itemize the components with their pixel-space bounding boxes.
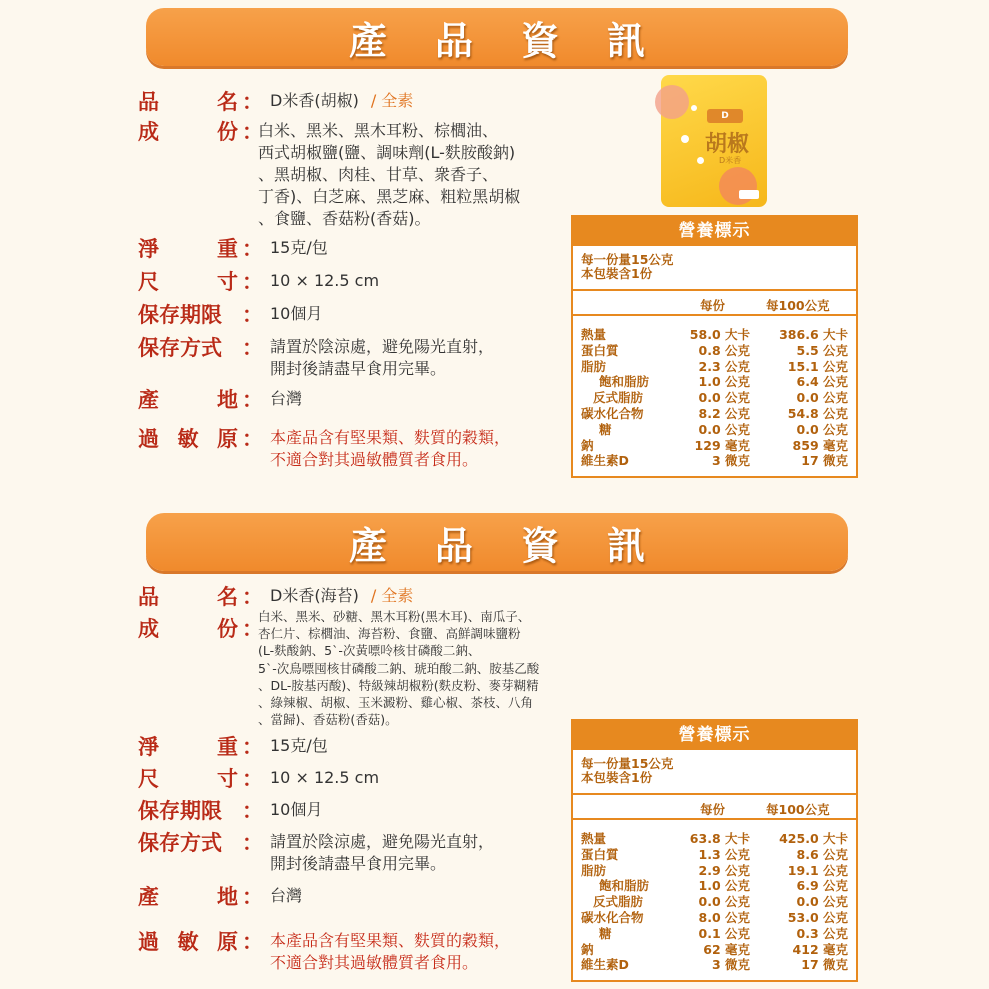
nutrition-row (573, 438, 856, 454)
nutrient-name: 鈉 (581, 941, 594, 957)
size-row: 尺 寸 ： 10 × 12.5 cm (138, 269, 380, 294)
nutrient-name: 反式脂肪 (593, 390, 644, 406)
nutrient-name: 脂肪 (581, 862, 607, 878)
brand-logo: D (707, 109, 743, 123)
nutrient-name: 反式脂肪 (593, 894, 644, 910)
nutrient-name: 維生素D (581, 453, 629, 469)
storage-row: 保存方式 ： 請置於陰涼處，避免陽光直射， 開封後請盡早食用完畢。 (138, 335, 495, 378)
size-row: 尺 寸 ： 10 × 12.5 cm (138, 766, 380, 791)
product-package-image: D 胡椒 D米香 (661, 75, 767, 207)
per-100g-value: 8.6 公克 (796, 846, 848, 862)
section-banner: 產品資訊 (146, 8, 848, 66)
veg-label: / 全素 (370, 586, 414, 605)
per-serving-value: 0.8 公克 (698, 342, 750, 358)
ingredients-row: 成 份 ： (138, 616, 263, 641)
per-100g-value: 386.6 大卡 (779, 327, 848, 342)
per-serving-value: 0.0 公克 (698, 421, 750, 437)
nutrition-row (573, 957, 856, 973)
product-name: D米香(海苔) (270, 586, 359, 605)
per-serving-value: 62 毫克 (703, 941, 750, 957)
nutrition-row (573, 327, 856, 343)
nutrition-rows (573, 831, 856, 973)
product-section-pepper (0, 0, 989, 494)
nutrient-name: 蛋白質 (581, 846, 619, 862)
product-name: D米香(胡椒) (270, 91, 359, 110)
nutrition-row (573, 863, 856, 879)
nutrition-row (573, 847, 856, 863)
per-serving-value: 63.8 大卡 (689, 831, 750, 846)
per-serving-value: 0.0 公克 (698, 390, 750, 406)
nutrition-row (573, 343, 856, 359)
per-serving-value: 3 微克 (711, 453, 750, 469)
per-100g-value: 0.3 公克 (796, 925, 848, 941)
per-100g-value: 6.9 公克 (796, 878, 848, 894)
nutrition-rows (573, 327, 856, 469)
per-100g-value: 0.0 公克 (796, 894, 848, 910)
weight-row: 淨 重 ： 15克/包 (138, 236, 328, 261)
per-serving-value: 1.0 公克 (698, 878, 750, 894)
per-100g-value: 5.5 公克 (796, 342, 848, 358)
nutrition-row (573, 942, 856, 958)
nutrient-name: 飽和脂肪 (599, 374, 650, 390)
nutrient-name: 糖 (599, 421, 612, 437)
nutrition-facts-table: 營養標示 每一份量15公克 本包裝含1份 每份 每100公克 熱量 58.0 大卡 386.6 大卡 蛋白質 0.8 公克 5.5 公克 脂肪 2.3 公克 15.1 公克 飽和脂肪 1.0 公克 6.4 公克 反式脂肪 0.0 公克 0.0 公克 碳水化合物 8.2 公克 54.8 公克 糖 0.0 公克 0.0 公克 鈉 129 毫克 859 毫克 維生素D 3 微克 17 微克 (571, 215, 858, 478)
nutrition-row (573, 831, 856, 847)
allergen-row: 過 敏 原 ： 本產品含有堅果類、麩質的穀類， 不適合對其過敏體質者食用。 (138, 929, 511, 972)
nutrition-row (573, 390, 856, 406)
nutrition-row (573, 910, 856, 926)
ingredients-text: 白米、黑米、黑木耳粉、棕櫚油、 西式胡椒鹽(鹽、調味劑(L-麩胺酸鈉) 、黑胡椒、肉桂、甘草、衆香子、 丁香)、白芝麻、黑芝麻、粗粒黑胡椒 、食鹽、香菇粉(香菇)。 (258, 121, 521, 228)
per-100g-value: 6.4 公克 (796, 374, 848, 390)
name-row: 品 名 ： D米香(胡椒) / 全素 (138, 89, 414, 114)
storage-row: 保存方式 ： 請置於陰涼處，避免陽光直射， 開封後請盡早食用完畢。 (138, 830, 495, 873)
per-serving-value: 2.3 公克 (698, 358, 750, 374)
per-serving-value: 1.0 公克 (698, 374, 750, 390)
per-100g-value: 0.0 公克 (796, 421, 848, 437)
shelf-life-row: 保存期限 ： 10個月 (138, 302, 323, 327)
nutrition-row (573, 359, 856, 375)
nutrition-row (573, 453, 856, 469)
per-100g-value: 412 毫克 (792, 941, 848, 957)
allergen-row: 過 敏 原 ： 本產品含有堅果類、麩質的穀類， 不適合對其過敏體質者食用。 (138, 426, 511, 469)
name-row: 品 名 ： D米香(海苔) / 全素 (138, 584, 414, 609)
nutrient-name: 糖 (599, 925, 612, 941)
per-serving-value: 0.1 公克 (698, 925, 750, 941)
per-serving-value: 2.9 公克 (698, 862, 750, 878)
nutrient-name: 維生素D (581, 957, 629, 973)
per-serving-value: 1.3 公克 (698, 846, 750, 862)
per-100g-value: 19.1 公克 (787, 862, 848, 878)
nutrient-name: 飽和脂肪 (599, 878, 650, 894)
nutrition-row (573, 374, 856, 390)
per-serving-value: 8.2 公克 (698, 405, 750, 421)
per-serving-value: 3 微克 (711, 957, 750, 973)
nutrient-name: 熱量 (581, 327, 607, 342)
per-100g-value: 17 微克 (801, 957, 848, 973)
shelf-life-row: 保存期限 ： 10個月 (138, 798, 323, 823)
nutrition-row (573, 894, 856, 910)
per-serving-value: 129 毫克 (694, 437, 750, 453)
ingredients-text: 白米、黑米、砂糖、黑木耳粉(黑木耳)、南瓜子、 杏仁片、棕櫚油、海苔粉、食鹽、高鮮調味鹽粉 (L-麩酸鈉、5`-次黃嘌呤核甘磷酸二鈉、 5`-次鳥嘌囤核甘磷酸二鈉、琥珀酸二鈉、胺基乙酸 、DL-胺基丙酸)、特級辣胡椒粉(麩皮粉、麥芽糊精 、綠辣椒、胡椒、玉米澱粉、雞心椒、茶枝、八角 、當歸)、香菇粉(香菇)。 (258, 609, 540, 728)
nutrient-name: 碳水化合物 (581, 405, 644, 421)
nutrient-name: 碳水化合物 (581, 909, 644, 925)
nutrition-row (573, 422, 856, 438)
per-100g-value: 0.0 公克 (796, 390, 848, 406)
nutrition-row (573, 406, 856, 422)
per-100g-value: 15.1 公克 (787, 358, 848, 374)
nutrition-row (573, 926, 856, 942)
vegan-logo (739, 190, 759, 199)
nutrition-facts-table: 營養標示 每一份量15公克 本包裝含1份 每份 每100公克 熱量 63.8 大卡 425.0 大卡 蛋白質 1.3 公克 8.6 公克 脂肪 2.9 公克 19.1 公克 飽和脂肪 1.0 公克 6.9 公克 反式脂肪 0.0 公克 0.0 公克 碳水化合物 8.0 公克 53.0 公克 糖 0.1 公克 0.3 公克 鈉 62 毫克 412 毫克 維生素D 3 微克 17 微克 (571, 719, 858, 982)
origin-row: 產 地 ： 台灣 (138, 884, 303, 909)
per-serving-value: 8.0 公克 (698, 909, 750, 925)
product-section-seaweed (0, 505, 989, 989)
per-100g-value: 17 微克 (801, 453, 848, 469)
per-100g-value: 54.8 公克 (787, 405, 848, 421)
ingredients-row: 成 份 ： (138, 119, 263, 144)
weight-row: 淨 重 ： 15克/包 (138, 734, 328, 759)
per-serving-value: 58.0 大卡 (689, 327, 750, 342)
per-100g-value: 425.0 大卡 (779, 831, 848, 846)
nutrient-name: 熱量 (581, 831, 607, 846)
per-serving-value: 0.0 公克 (698, 894, 750, 910)
nutrition-row (573, 878, 856, 894)
origin-row: 產 地 ： 台灣 (138, 387, 303, 412)
per-100g-value: 859 毫克 (792, 437, 848, 453)
nutrient-name: 蛋白質 (581, 342, 619, 358)
per-100g-value: 53.0 公克 (787, 909, 848, 925)
nutrient-name: 脂肪 (581, 358, 607, 374)
section-banner: 產品資訊 (146, 513, 848, 571)
veg-label: / 全素 (370, 91, 414, 110)
nutrient-name: 鈉 (581, 437, 594, 453)
